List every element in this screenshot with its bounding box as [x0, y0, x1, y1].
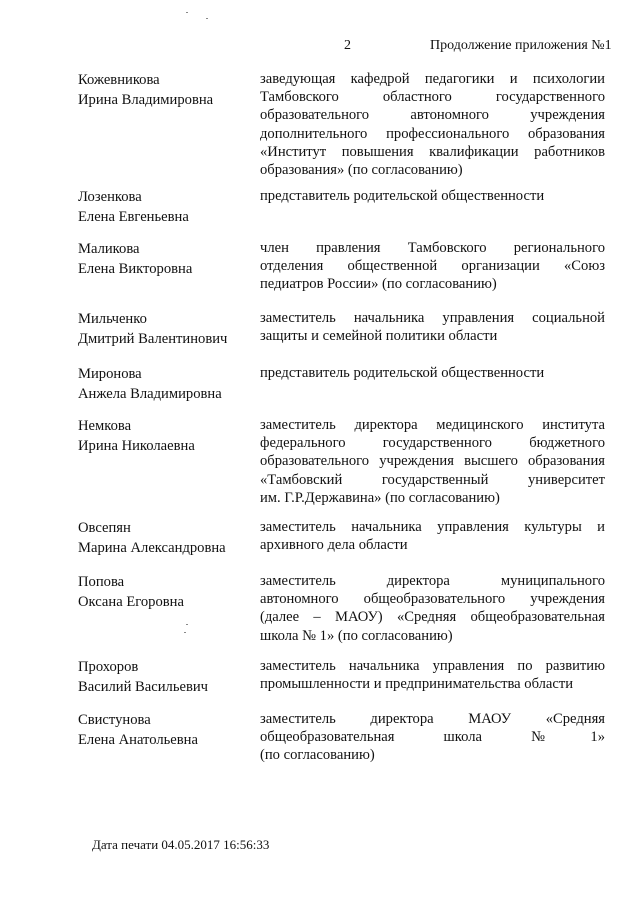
person-name: [78, 309, 253, 349]
person-name: [78, 364, 253, 404]
person-role: [260, 364, 605, 382]
role-line: заместитель начальника управления социальной: [260, 310, 605, 326]
role-line: отделения общественной организации «Союз: [260, 258, 605, 275]
given-names: Оксана Егоровна: [78, 594, 184, 610]
given-names: Елена Викторовна: [78, 261, 193, 277]
page-number: 2: [344, 38, 351, 53]
role-line: федерального государственного бюджетного: [260, 435, 605, 452]
role-line: образовательного автономного учреждения: [260, 107, 605, 124]
surname: Маликова: [78, 241, 140, 257]
person-role: [260, 518, 605, 554]
print-date: Дата печати 04.05.2017 16:56:33: [92, 837, 270, 852]
role-line: заместитель начальника управления культуры и: [260, 519, 605, 535]
person-role: [260, 657, 605, 693]
role-line: член правления Тамбовского регионального: [260, 240, 605, 256]
role-line: заместитель директора МАОУ «Средняя: [260, 711, 605, 727]
given-names: Анжела Владимировна: [78, 386, 222, 402]
given-names: Елена Евгеньевна: [78, 209, 189, 225]
role-line: им. Г.Р.Державина» (по согласованию): [260, 489, 500, 506]
role-line: Тамбовского областного государственного: [260, 89, 605, 106]
scan-speck: [206, 18, 208, 19]
surname: Попова: [78, 574, 125, 590]
given-names: Ирина Владимировна: [78, 92, 214, 108]
role-line: «Институт повышения квалификации работников: [260, 143, 605, 160]
person-name: [78, 572, 253, 612]
person-name: [78, 239, 253, 279]
role-line: заместитель директора муниципального: [260, 573, 605, 589]
person-name: [78, 416, 253, 456]
given-names: Дмитрий Валентинович: [78, 331, 228, 347]
person-role: [260, 416, 605, 507]
person-name: [78, 70, 253, 110]
given-names: Василий Васильевич: [78, 679, 209, 695]
person-name: [78, 187, 253, 227]
scan-speck: [186, 624, 188, 625]
role-line: школа № 1» (по согласованию): [260, 627, 453, 644]
role-line: представитель родительской общественности: [260, 365, 545, 381]
role-line: образовательного учреждения высшего образования: [260, 453, 605, 470]
person-role: [260, 572, 605, 645]
role-line: заведующая кафедрой педагогики и психологии: [260, 71, 605, 87]
role-line: защиты и семейной политики области: [260, 328, 498, 345]
given-names: Марина Александровна: [78, 540, 226, 556]
given-names: Ирина Николаевна: [78, 438, 195, 454]
role-line: дополнительного профессионального образования: [260, 125, 605, 142]
person-role: [260, 187, 605, 205]
person-role: [260, 309, 605, 345]
role-line: образования» (по согласованию): [260, 162, 463, 179]
role-line: заместитель директора медицинского института: [260, 417, 605, 433]
role-line: представитель родительской общественности: [260, 188, 545, 204]
surname: Свистунова: [78, 712, 151, 728]
header-note: Продолжение приложения №1: [430, 38, 612, 53]
role-line: педиатров России» (по согласованию): [260, 276, 497, 293]
surname: Овсепян: [78, 520, 131, 536]
person-name: [78, 657, 253, 697]
surname: Прохоров: [78, 659, 139, 675]
role-line: (по согласованию): [260, 747, 375, 764]
given-names: Елена Анатольевна: [78, 732, 198, 748]
role-line: заместитель начальника управления по развитию: [260, 658, 605, 674]
role-line: общеобразовательная школа №1»: [260, 729, 605, 746]
scan-speck: [184, 632, 186, 633]
surname: Кожевникова: [78, 72, 160, 88]
person-name: [78, 518, 253, 558]
person-role: [260, 239, 605, 294]
role-line: архивного дела области: [260, 537, 408, 554]
person-name: [78, 710, 253, 750]
role-line: автономного общеобразовательного учреждения: [260, 591, 605, 608]
surname: Лозенкова: [78, 189, 142, 205]
role-line: промышленности и предпринимательства области: [260, 676, 574, 693]
surname: Немкова: [78, 418, 132, 434]
scan-speck: [186, 12, 188, 13]
person-role: [260, 70, 605, 179]
role-line: «Тамбовский государственный университет: [260, 471, 605, 488]
person-role: [260, 710, 605, 765]
surname: Миронова: [78, 366, 142, 382]
role-line: (далее – МАОУ) «Средняя общеобразовательная: [260, 609, 605, 626]
surname: Мильченко: [78, 311, 147, 327]
